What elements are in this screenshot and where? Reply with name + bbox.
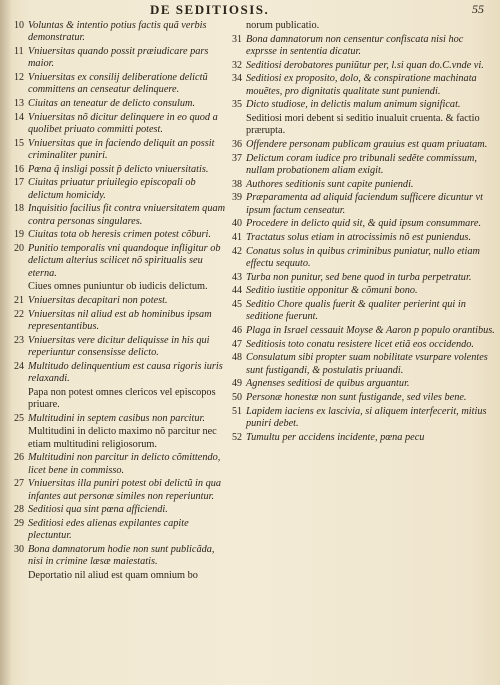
entry-number: 41 (232, 232, 242, 244)
index-entry (14, 335, 228, 360)
index-entry (232, 34, 496, 59)
entry-text: Præparamenta ad aliquid faciendum sufficere dicuntur vt ipsum factum censeatur. (246, 192, 483, 216)
entry-text: Vniuersitas illa puniri potest obi delictũ in qua infantes aut personæ similes non reperiuntur. (28, 478, 222, 502)
entry-text: Tractatus solus etiam in atrocissimis nõ est puniendus. (246, 232, 472, 244)
entry-text: Agnenses seditiosi de quibus arguantur. (246, 378, 410, 390)
entry-number: 11 (14, 45, 24, 57)
entry-text: Multitudini in septem casibus non parcitur. (28, 412, 205, 424)
entry-number: 10 (14, 20, 24, 31)
entry-number: 49 (232, 378, 242, 390)
entry-number: 39 (232, 192, 242, 204)
index-entry (232, 406, 496, 431)
entry-text: Seditiosis toto conatu resistere licet etiã eos occidendo. (246, 338, 475, 350)
entry-text: Personæ honestæ non sunt fustigande, sed viles bene. (246, 392, 467, 404)
index-entry (232, 299, 496, 324)
entry-number: 15 (14, 137, 24, 149)
entry-number: 16 (14, 163, 24, 175)
index-entry (14, 452, 228, 477)
entry-text: Vniuersitas quando possit præiudicare pars maior. (28, 45, 209, 70)
index-note: norum publicatio. (246, 20, 320, 31)
entry-number: 47 (232, 338, 242, 350)
entry-text: Punitio temporalis vni quandoque infligitur ob delictum alterius scilicet nõ spiritualis seu eterna. (28, 242, 221, 279)
index-entry (14, 229, 228, 241)
entry-text: Procedere in delicto quid sit, & quid ipsum consummare. (246, 218, 482, 230)
entry-number: 22 (14, 308, 24, 320)
index-entry (14, 72, 228, 97)
index-note: Papa non potest omnes clericos vel episcopos priuare. (28, 386, 216, 410)
index-entry (14, 544, 228, 569)
entry-text: Seditio Chore qualis fuerit & qualiter perierint qui in seditione fuerunt. (246, 299, 466, 323)
index-entry (232, 99, 496, 111)
index-entry (232, 352, 496, 377)
entry-text: Authores seditionis sunt capite puniendi. (246, 178, 414, 190)
entry-text: Ciuitas tota ob heresis crimen potest cõburi. (28, 229, 211, 241)
entry-text: Ciuitas an teneatur de delicto consulum. (28, 97, 196, 109)
index-entry (14, 309, 228, 334)
index-entry (14, 295, 228, 307)
entry-text: Consulatum sibi propter suam nobilitate vsurpare volentes sunt fustigandi, & postulatis priuandi. (246, 352, 488, 376)
index-entry (232, 60, 496, 72)
entry-number: 12 (14, 71, 24, 83)
entry-number: 21 (14, 294, 24, 306)
index-entry (14, 518, 228, 543)
index-entry (14, 177, 228, 202)
entry-number: 17 (14, 177, 24, 189)
entry-text: Tumultu per accidens incidente, pœna pecu (246, 431, 425, 443)
entry-text: Vniuersitas decapitari non potest. (28, 294, 168, 306)
index-entry (232, 272, 496, 284)
entry-text: Seditiosi derobatores puniũtur per, l.si quan do.C.vnde vi. (246, 59, 484, 71)
index-entry (232, 192, 496, 217)
entry-text: Bona damnatorum hodie non sunt publicãda, nisi in crimine læsæ maiestatis. (28, 543, 215, 568)
entry-number: 44 (232, 285, 242, 297)
entry-text: Conatus solus in quibus criminibus puniatur, nullo etiam effectu sequuto. (246, 245, 480, 270)
index-entry (232, 432, 496, 444)
entry-text: Seditiosi edes alienas expilantes capite plectuntur. (28, 517, 189, 542)
entry-number: 52 (232, 431, 242, 443)
index-entry (14, 361, 228, 386)
entry-number: 23 (14, 334, 24, 346)
entry-number: 18 (14, 203, 24, 215)
entry-number: 32 (232, 59, 242, 71)
entry-number: 13 (14, 97, 24, 109)
index-entry (14, 243, 228, 280)
index-note: Deportatio nil aliud est quam omnium bo (28, 569, 198, 581)
entry-text: Pœna q̃ insligi possit p̃ delicto vniuersitatis. (28, 163, 209, 175)
entry-number: 43 (232, 271, 242, 283)
entry-text: Vniuersitas nõ dicitur delinquere in eo quod a quolibet priuato committi potest. (28, 111, 218, 135)
entry-number: 27 (14, 478, 24, 490)
entry-text: Dicto studiose, in delictis malum animum significat. (246, 99, 461, 111)
entry-text: Vniuersitas vere dicitur deliquisse in his qui reperiuntur consensisse delicto. (28, 334, 210, 358)
index-entry (14, 164, 228, 176)
index-note: Seditiosi mori debent si seditio inualuit cruenta. & factio prærupta. (246, 113, 480, 137)
entry-text: Lapidem iaciens ex lascivia, si aliquem interfecerit, mitius puniri debet. (246, 405, 487, 430)
index-entry (232, 246, 496, 271)
index-entry (14, 203, 228, 228)
index-entry (232, 153, 496, 178)
entry-number: 30 (14, 543, 24, 555)
index-entry (14, 413, 228, 425)
entry-number: 37 (232, 152, 242, 164)
entry-number: 25 (14, 412, 24, 424)
entry-number: 48 (232, 352, 242, 364)
index-entry (232, 139, 496, 151)
entry-number: 51 (232, 405, 242, 417)
entry-number: 38 (232, 178, 242, 190)
index-entry (14, 20, 228, 45)
entry-number: 50 (232, 392, 242, 404)
page-number: 55 (472, 2, 484, 16)
entry-number: 24 (14, 360, 24, 372)
index-entry (232, 218, 496, 230)
entry-number: 35 (232, 99, 242, 111)
entry-text: Plaga in Israel cessauit Moyse & Aaron p populo orantibus. (246, 325, 495, 337)
entry-text: Seditiosi ex proposito, dolo, & conspiratione machinata mouẽtes, pro dignitatis qualitate sunt puniendi. (246, 73, 477, 97)
entry-number: 14 (14, 111, 24, 123)
index-entry (232, 232, 496, 244)
entry-number: 40 (232, 218, 242, 230)
entry-text: Multitudo delinquentium est causa rigoris iuris relaxandi. (28, 360, 223, 384)
index-entry (232, 73, 496, 98)
index-note: Ciues omnes puniuntur ob iudicis delictum. (28, 281, 208, 293)
entry-number: 36 (232, 139, 242, 151)
index-entry (14, 504, 228, 516)
right-column-index (232, 20, 496, 445)
running-title: DE SEDITIOSIS. (150, 2, 270, 17)
entry-text: Seditio iustitie opponitur & cõmuni bono. (246, 285, 418, 297)
entry-text: Offendere personam publicam grauius est quam priuatam. (246, 139, 488, 151)
entry-number: 42 (232, 245, 242, 257)
running-head (0, 2, 500, 16)
index-entry (232, 285, 496, 297)
index-entry (232, 339, 496, 351)
left-column-index (14, 20, 228, 584)
entry-number: 29 (14, 517, 24, 529)
entry-text: Multitudini non parcitur in delicto cõmittendo, licet bene in commisso. (28, 452, 221, 476)
entry-text: Vniuersitas ex consilij deliberatione delictũ committens an censeatur delinquere. (28, 71, 208, 96)
index-entry (14, 112, 228, 137)
entry-text: Bona damnatorum non censentur confiscata nisi hoc exprsse in sententia dicatur. (246, 33, 464, 57)
entry-text: Delictum coram iudice pro tribunali sedẽte commissum, nullam probationem aliam exigit. (246, 152, 477, 176)
entry-text: Ciuitas priuatur priuilegio episcopali ob delictum homicidy. (28, 177, 196, 201)
entry-text: Inquisitio facilius fit contra vniuersitatem quam contra personas singulares. (28, 203, 226, 227)
entry-number: 20 (14, 242, 24, 254)
entry-number: 45 (232, 299, 242, 311)
entry-number: 19 (14, 229, 24, 241)
index-entry (232, 179, 496, 191)
index-note: Multitudini in delicto maximo nõ parcitur nec etiam multitudini religiosorum. (28, 426, 217, 450)
entry-number: 46 (232, 325, 242, 337)
entry-text: Voluntas & intentio potius factis quã verbis demonstratur. (28, 20, 207, 44)
entry-text: Vniuersitas que in faciendo deliquit an possit criminaliter puniri. (28, 137, 215, 161)
index-entry (232, 392, 496, 404)
entry-text: Seditiosi qua sint pœna afficiendi. (28, 504, 168, 516)
entry-text: Turba non punitur, sed bene quod in turba perpetratur. (246, 271, 472, 283)
gutter-shadow (0, 0, 12, 685)
index-entry (14, 46, 228, 71)
entry-text: Vniuersitas nil aliud est ab hominibus ipsam representantibus. (28, 308, 212, 332)
entry-number: 26 (14, 452, 24, 464)
index-entry (232, 378, 496, 390)
index-entry (14, 138, 228, 163)
index-entry (232, 325, 496, 337)
entry-number: 28 (14, 504, 24, 516)
index-entry (14, 98, 228, 110)
entry-number: 34 (232, 73, 242, 85)
entry-number: 31 (232, 33, 242, 45)
index-entry (14, 478, 228, 503)
